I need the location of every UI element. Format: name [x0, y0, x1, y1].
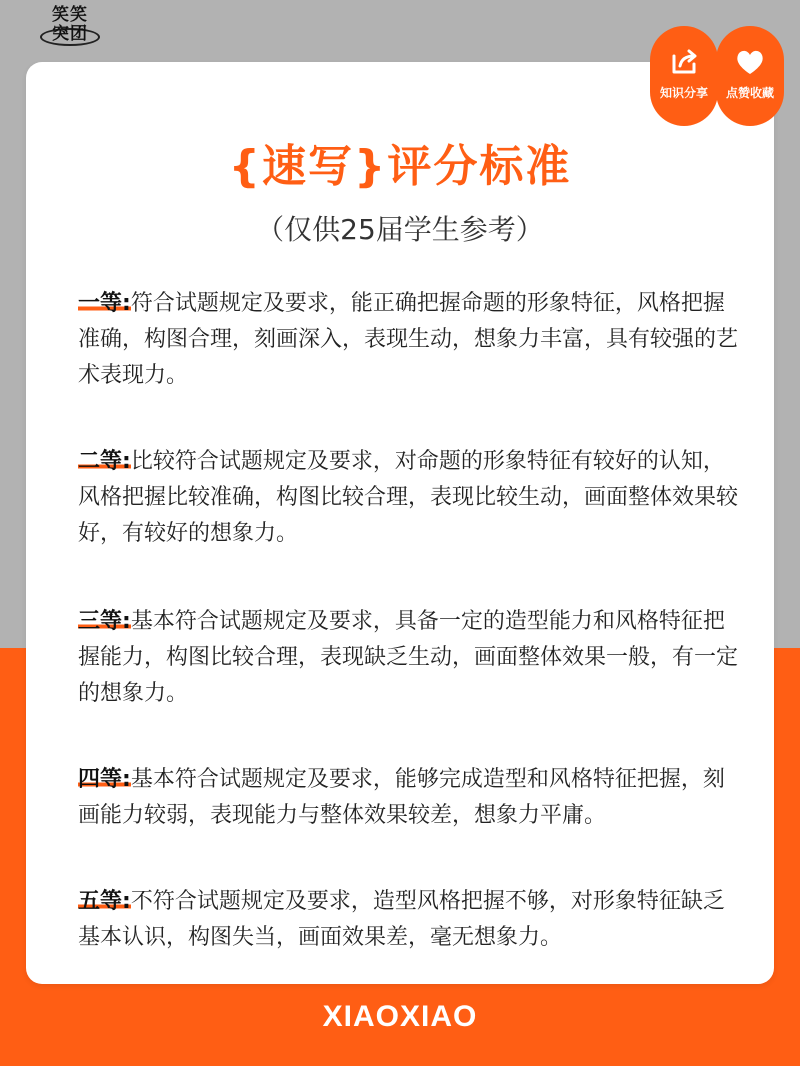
- logo: [38, 6, 102, 56]
- share-icon: [668, 46, 700, 78]
- grade-3-text: 基本符合试题规定及要求，具备一定的造型能力和风格特征把握能力，构图比较合理，表现缺乏生动，画面整体效果一般，有一定的想象力。: [78, 609, 739, 706]
- like-label: 点赞收藏: [725, 86, 774, 100]
- grade-5-label: 五等:: [78, 889, 131, 914]
- footer-brand: XIAOXIAO: [322, 1000, 478, 1033]
- heart-icon: [734, 46, 766, 78]
- grade-2: [78, 444, 738, 552]
- grade-1-label: 一等:: [78, 291, 131, 316]
- grade-4-label: 四等:: [78, 767, 131, 792]
- grade-4: [78, 762, 738, 834]
- grade-1: [78, 286, 738, 394]
- like-button[interactable]: [716, 26, 784, 126]
- grade-3-label: 三等:: [78, 609, 131, 634]
- page-title: {速写}评分标准: [228, 141, 572, 192]
- grade-4-text: 基本符合试题规定及要求，能够完成造型和风格特征把握，刻画能力较弱，表现能力与整体效果较差，想象力平庸。: [78, 767, 725, 828]
- grade-2-label: 二等:: [78, 449, 131, 474]
- grade-1-text: 符合试题规定及要求，能正确把握命题的形象特征，风格把握准确，构图合理，刻画深入，表现生动，想象力丰富，具有较强的艺术表现力。: [78, 291, 739, 388]
- grade-3: [78, 604, 738, 712]
- grade-5: [78, 884, 738, 956]
- logo-text: 笑笑 突团: [52, 5, 88, 44]
- share-button[interactable]: [650, 26, 718, 126]
- page-subtitle: （仅供25届学生参考）: [256, 213, 544, 246]
- grade-2-text: 比较符合试题规定及要求，对命题的形象特征有较好的认知，风格把握比较准确，构图比较合理，表现比较生动，画面整体效果较好，有较好的想象力。: [78, 449, 739, 546]
- grade-5-text: 不符合试题规定及要求，造型风格把握不够，对形象特征缺乏基本认识，构图失当，画面效果差，毫无想象力。: [78, 889, 725, 950]
- share-label: 知识分享: [659, 86, 708, 100]
